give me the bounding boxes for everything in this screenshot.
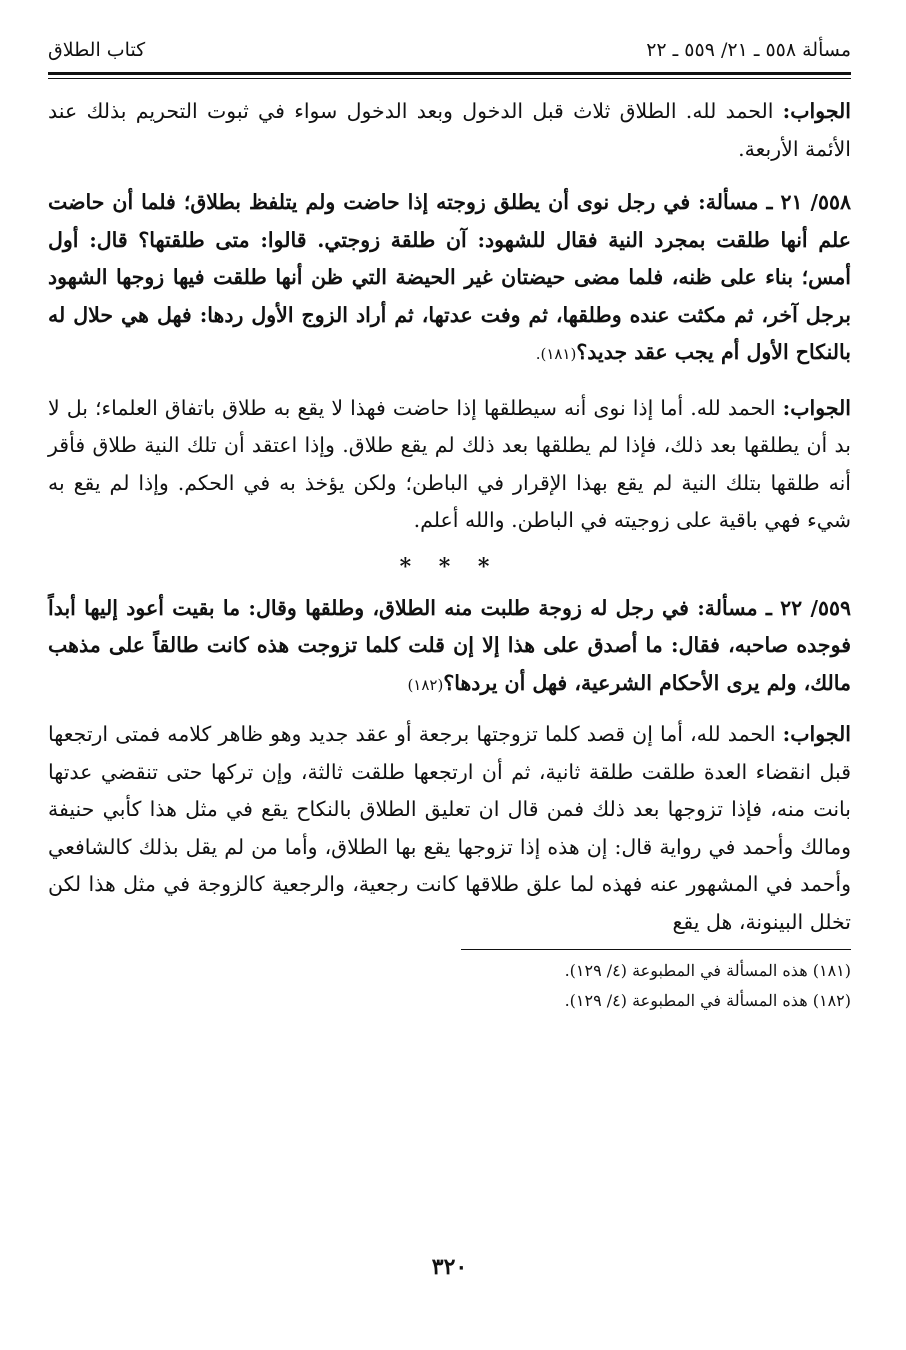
answer-text: الحمد لله. أما إذا نوى أنه سيطلقها إذا حاضت فهذا لا يقع به طلاق باتفاق العلماء؛ بل لا بد أن يطلقها بعد ذلك، فإذا لم يطلقها بعد ذلك لم يقع طلاق. وإذا اعتقد أن تلك النية طلاق فأقر أنه طلقها بتلك النية لم يقع بهذا الإقرار في الباطن؛ ولكن يؤخذ به في الحكم. وإذا لم يقع به شيء فهي باقية على زوجيته في الباطن. والله أعلم. [48, 395, 851, 532]
footnotes [48, 956, 851, 1016]
answer-paragraph-1 [48, 93, 851, 168]
question-text: في رجل نوى أن يطلق زوجته إذا حاضت ولم يتلفظ بطلاق؛ فلما أن حاضت علم أنها طلقت بمجرد النية فقال للشهود: آن طلقة زوجتي. قالوا: متى طلقتها؟ قال: أول أمس؛ بناء على ظنه، فلما مضى حيضتان غير الحيضة التي ظن أنها طلقت فيها زوجها الشهود برجل آخر، ثم مكثت عنده وطلقها، ثم وفت عدتها، ثم أراد الزوج الأول ردها: فهل هي حلال له بالنكاح الأول أم يجب عقد جديد؟ [48, 190, 851, 364]
question-paragraph-22 [48, 590, 851, 705]
header-issue-range: مسألة ٥٥٨ ـ ٢١/ ٥٥٩ ـ ٢٢ [646, 39, 851, 61]
header-book-title: كتاب الطلاق [48, 39, 146, 61]
answer-text: الحمد لله. الطلاق ثلاث قبل الدخول وبعد الدخول سواء في ثبوت التحريم بذلك عند الأئمة الأربعة. [48, 99, 851, 161]
answer-label: الجواب: [782, 395, 851, 420]
footnote-ref-181: (١٨١). [535, 345, 577, 363]
running-header [48, 30, 851, 70]
answer-text: الحمد لله، أما إن قصد كلما تزوجتها برجعة أو عقد جديد وهو ظاهر كلامه فمتى ارتجعها قبل انقضاء العدة طلقت طلقة ثانية، ثم أن ارتجعها طلقت ثالثة، وإن تركها حتى تنقضي عدتها بانت منه، فإذا تزوجها بعد ذلك فمن قال ان تعليق الطلاق بالنكاح يقع في مثل هذا كأبي حنيفة ومالك وأحمد في رواية قال: إن هذه إذا تزوجها يقع بها الطلاق، وأما من لم يقل بذلك كالشافعي وأحمد في المشهور عنه فهذه لما علق طلاقها كانت رجعية، والرجعية كالزوجة في مثل هذا لكن تخلل البينونة، هل يقع [48, 722, 851, 934]
answer-label: الجواب: [782, 722, 851, 746]
answer-paragraph-2 [48, 390, 851, 540]
footnote-ref-182: (١٨٢) [407, 675, 444, 694]
question-number: ٥٥٩/ ٢٢ ـ مسألة: [697, 595, 851, 620]
book-page [48, 30, 851, 1320]
header-rule [48, 72, 851, 79]
answer-label: الجواب: [782, 99, 851, 123]
footnote-182: (١٨٢) هذه المسألة في المطبوعة (٤/ ١٢٩). [564, 991, 851, 1010]
question-paragraph-21 [48, 184, 851, 374]
answer-paragraph-3 [48, 716, 851, 941]
footnote-181: (١٨١) هذه المسألة في المطبوعة (٤/ ١٢٩). [564, 961, 851, 980]
section-separator: * * * [399, 553, 500, 580]
question-number: ٥٥٨/ ٢١ ـ مسألة: [698, 190, 851, 214]
page-number: ٣٢٠ [431, 1254, 468, 1280]
question-text: في رجل له زوجة طلبت منه الطلاق، وطلقها وقال: ما بقيت أعود إليها أبداً فوجده صاحبه، فقال: ما أصدق على هذا إلا إن قلت كلما تزوجت هذه كانت طالقاً على مذهب مالك، ولم يرى الأحكام الشرعية، فهل أن يردها؟ [48, 595, 851, 695]
footnote-rule [461, 949, 851, 950]
